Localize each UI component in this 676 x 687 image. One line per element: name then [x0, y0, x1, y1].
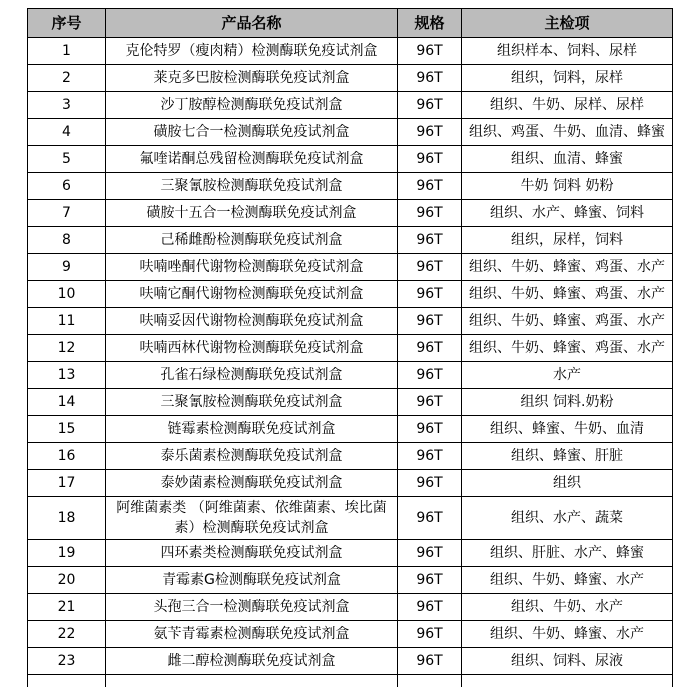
cell-index: 14 — [28, 389, 106, 416]
cell-spec: 96T — [398, 335, 462, 362]
cell-spec: 96T — [398, 416, 462, 443]
cell-index: 2 — [28, 65, 106, 92]
table-row — [28, 335, 673, 362]
table-row — [28, 146, 673, 173]
cell-spec: 96T — [398, 594, 462, 621]
cell-product-name: 头孢三合一检测酶联免疫试剂盒 — [106, 594, 398, 621]
table-row — [28, 648, 673, 675]
cell-index: 22 — [28, 621, 106, 648]
table-row — [28, 470, 673, 497]
table-row — [28, 281, 673, 308]
header-main-items: 主检项 — [462, 9, 673, 38]
cell-main-items: 组织、饲料、尿液 — [462, 648, 673, 675]
cell-main-items: 组织、牛奶、蜂蜜、鸡蛋、水产 — [462, 335, 673, 362]
cell-index: 7 — [28, 200, 106, 227]
cell-main-items: 组织、牛奶、蜂蜜、水产 — [462, 567, 673, 594]
cell-product-name: 磺胺七合一检测酶联免疫试剂盒 — [106, 119, 398, 146]
cell-index: 13 — [28, 362, 106, 389]
cell-product-name: 氟喹诺酮总残留检测酶联免疫试剂盒 — [106, 146, 398, 173]
cell-index: 19 — [28, 540, 106, 567]
cell-spec: 96T — [398, 389, 462, 416]
cell-main-items: 组织、牛奶、蜂蜜、鸡蛋、水产 — [462, 281, 673, 308]
cell-main-items: 组织、牛奶、水产 — [462, 594, 673, 621]
cell-main-items: 牛奶 饲料 奶粉 — [462, 173, 673, 200]
cell-spec: 96T — [398, 146, 462, 173]
table-row — [28, 416, 673, 443]
table-row — [28, 173, 673, 200]
cell-product-name: 阿维菌素类 （阿维菌素、依维菌素、埃比菌素）检测酶联免疫试剂盒 — [106, 497, 398, 540]
table-row — [28, 567, 673, 594]
cell-main-items: 组织 — [462, 470, 673, 497]
cell-index: 1 — [28, 38, 106, 65]
cell-index: 23 — [28, 648, 106, 675]
partial-cell — [462, 675, 673, 687]
table-row — [28, 119, 673, 146]
cell-main-items: 组织、牛奶、蜂蜜、鸡蛋、水产 — [462, 254, 673, 281]
partial-cell — [106, 675, 398, 687]
cell-spec: 96T — [398, 227, 462, 254]
table-row — [28, 389, 673, 416]
cell-index: 4 — [28, 119, 106, 146]
cell-index: 3 — [28, 92, 106, 119]
header-spec: 规格 — [398, 9, 462, 38]
cell-spec: 96T — [398, 362, 462, 389]
cell-product-name: 雌二醇检测酶联免疫试剂盒 — [106, 648, 398, 675]
cell-spec: 96T — [398, 119, 462, 146]
cell-main-items: 组织、蜂蜜、肝脏 — [462, 443, 673, 470]
cell-index: 11 — [28, 308, 106, 335]
cell-index: 10 — [28, 281, 106, 308]
partial-cell — [28, 675, 106, 687]
table-row — [28, 443, 673, 470]
cell-spec: 96T — [398, 540, 462, 567]
partial-row — [28, 675, 673, 687]
table-row — [28, 38, 673, 65]
cell-index: 6 — [28, 173, 106, 200]
cell-spec: 96T — [398, 173, 462, 200]
cell-index: 15 — [28, 416, 106, 443]
cell-product-name: 沙丁胺醇检测酶联免疫试剂盒 — [106, 92, 398, 119]
table-row — [28, 200, 673, 227]
cell-spec: 96T — [398, 567, 462, 594]
cell-main-items: 组织、鸡蛋、牛奶、血清、蜂蜜 — [462, 119, 673, 146]
cell-spec: 96T — [398, 200, 462, 227]
header-product-name: 产品名称 — [106, 9, 398, 38]
cell-spec: 96T — [398, 92, 462, 119]
cell-product-name: 氨苄青霉素检测酶联免疫试剂盒 — [106, 621, 398, 648]
cell-product-name: 呋喃唑酮代谢物检测酶联免疫试剂盒 — [106, 254, 398, 281]
cell-product-name: 己稀雌酚检测酶联免疫试剂盒 — [106, 227, 398, 254]
header-row — [28, 9, 673, 38]
table-row — [28, 362, 673, 389]
cell-product-name: 莱克多巴胺检测酶联免疫试剂盒 — [106, 65, 398, 92]
cell-spec: 96T — [398, 38, 462, 65]
cell-product-name: 三聚氰胺检测酶联免疫试剂盒 — [106, 389, 398, 416]
cell-spec: 96T — [398, 621, 462, 648]
cell-index: 5 — [28, 146, 106, 173]
cell-spec: 96T — [398, 281, 462, 308]
cell-main-items: 组织，饲料，尿样 — [462, 65, 673, 92]
cell-product-name: 四环素类检测酶联免疫试剂盒 — [106, 540, 398, 567]
cell-spec: 96T — [398, 443, 462, 470]
cell-spec: 96T — [398, 65, 462, 92]
cell-index: 12 — [28, 335, 106, 362]
header-index: 序号 — [28, 9, 106, 38]
product-table — [27, 8, 673, 687]
table-row — [28, 621, 673, 648]
cell-main-items: 组织，尿样，饲料 — [462, 227, 673, 254]
cell-main-items: 组织、蜂蜜、牛奶、血清 — [462, 416, 673, 443]
cell-product-name: 克伦特罗（瘦肉精）检测酶联免疫试剂盒 — [106, 38, 398, 65]
cell-spec: 96T — [398, 254, 462, 281]
table-row — [28, 497, 673, 540]
cell-index: 17 — [28, 470, 106, 497]
cell-product-name: 磺胺十五合一检测酶联免疫试剂盒 — [106, 200, 398, 227]
table-header — [28, 9, 673, 38]
cell-main-items: 组织、牛奶、蜂蜜、鸡蛋、水产 — [462, 308, 673, 335]
cell-product-name: 青霉素G检测酶联免疫试剂盒 — [106, 567, 398, 594]
table-row — [28, 308, 673, 335]
cell-product-name: 呋喃西林代谢物检测酶联免疫试剂盒 — [106, 335, 398, 362]
cell-spec: 96T — [398, 308, 462, 335]
table-row — [28, 254, 673, 281]
cell-spec: 96T — [398, 470, 462, 497]
table-row — [28, 594, 673, 621]
cell-main-items: 组织、牛奶、蜂蜜、水产 — [462, 621, 673, 648]
table-row — [28, 540, 673, 567]
cell-main-items: 组织、肝脏、水产、蜂蜜 — [462, 540, 673, 567]
cell-product-name: 链霉素检测酶联免疫试剂盒 — [106, 416, 398, 443]
cell-main-items: 组织样本、饲料、尿样 — [462, 38, 673, 65]
cell-main-items: 组织 饲料.奶粉 — [462, 389, 673, 416]
cell-product-name: 呋喃妥因代谢物检测酶联免疫试剂盒 — [106, 308, 398, 335]
cell-index: 16 — [28, 443, 106, 470]
cell-product-name: 呋喃它酮代谢物检测酶联免疫试剂盒 — [106, 281, 398, 308]
cell-spec: 96T — [398, 497, 462, 540]
partial-cell — [398, 675, 462, 687]
cell-main-items: 组织、水产、蔬菜 — [462, 497, 673, 540]
cell-main-items: 组织、牛奶、尿样、尿样 — [462, 92, 673, 119]
cell-index: 8 — [28, 227, 106, 254]
cell-product-name: 泰乐菌素检测酶联免疫试剂盒 — [106, 443, 398, 470]
cell-main-items: 组织、血清、蜂蜜 — [462, 146, 673, 173]
cell-index: 21 — [28, 594, 106, 621]
cell-index: 20 — [28, 567, 106, 594]
cell-product-name: 三聚氰胺检测酶联免疫试剂盒 — [106, 173, 398, 200]
table-row — [28, 65, 673, 92]
cell-main-items: 水产 — [462, 362, 673, 389]
cell-product-name: 孔雀石绿检测酶联免疫试剂盒 — [106, 362, 398, 389]
table-row — [28, 227, 673, 254]
table-body — [28, 38, 673, 687]
table-row — [28, 92, 673, 119]
cell-index: 9 — [28, 254, 106, 281]
cell-product-name: 泰妙菌素检测酶联免疫试剂盒 — [106, 470, 398, 497]
cell-index: 18 — [28, 497, 106, 540]
cell-main-items: 组织、水产、蜂蜜、饲料 — [462, 200, 673, 227]
cell-spec: 96T — [398, 648, 462, 675]
